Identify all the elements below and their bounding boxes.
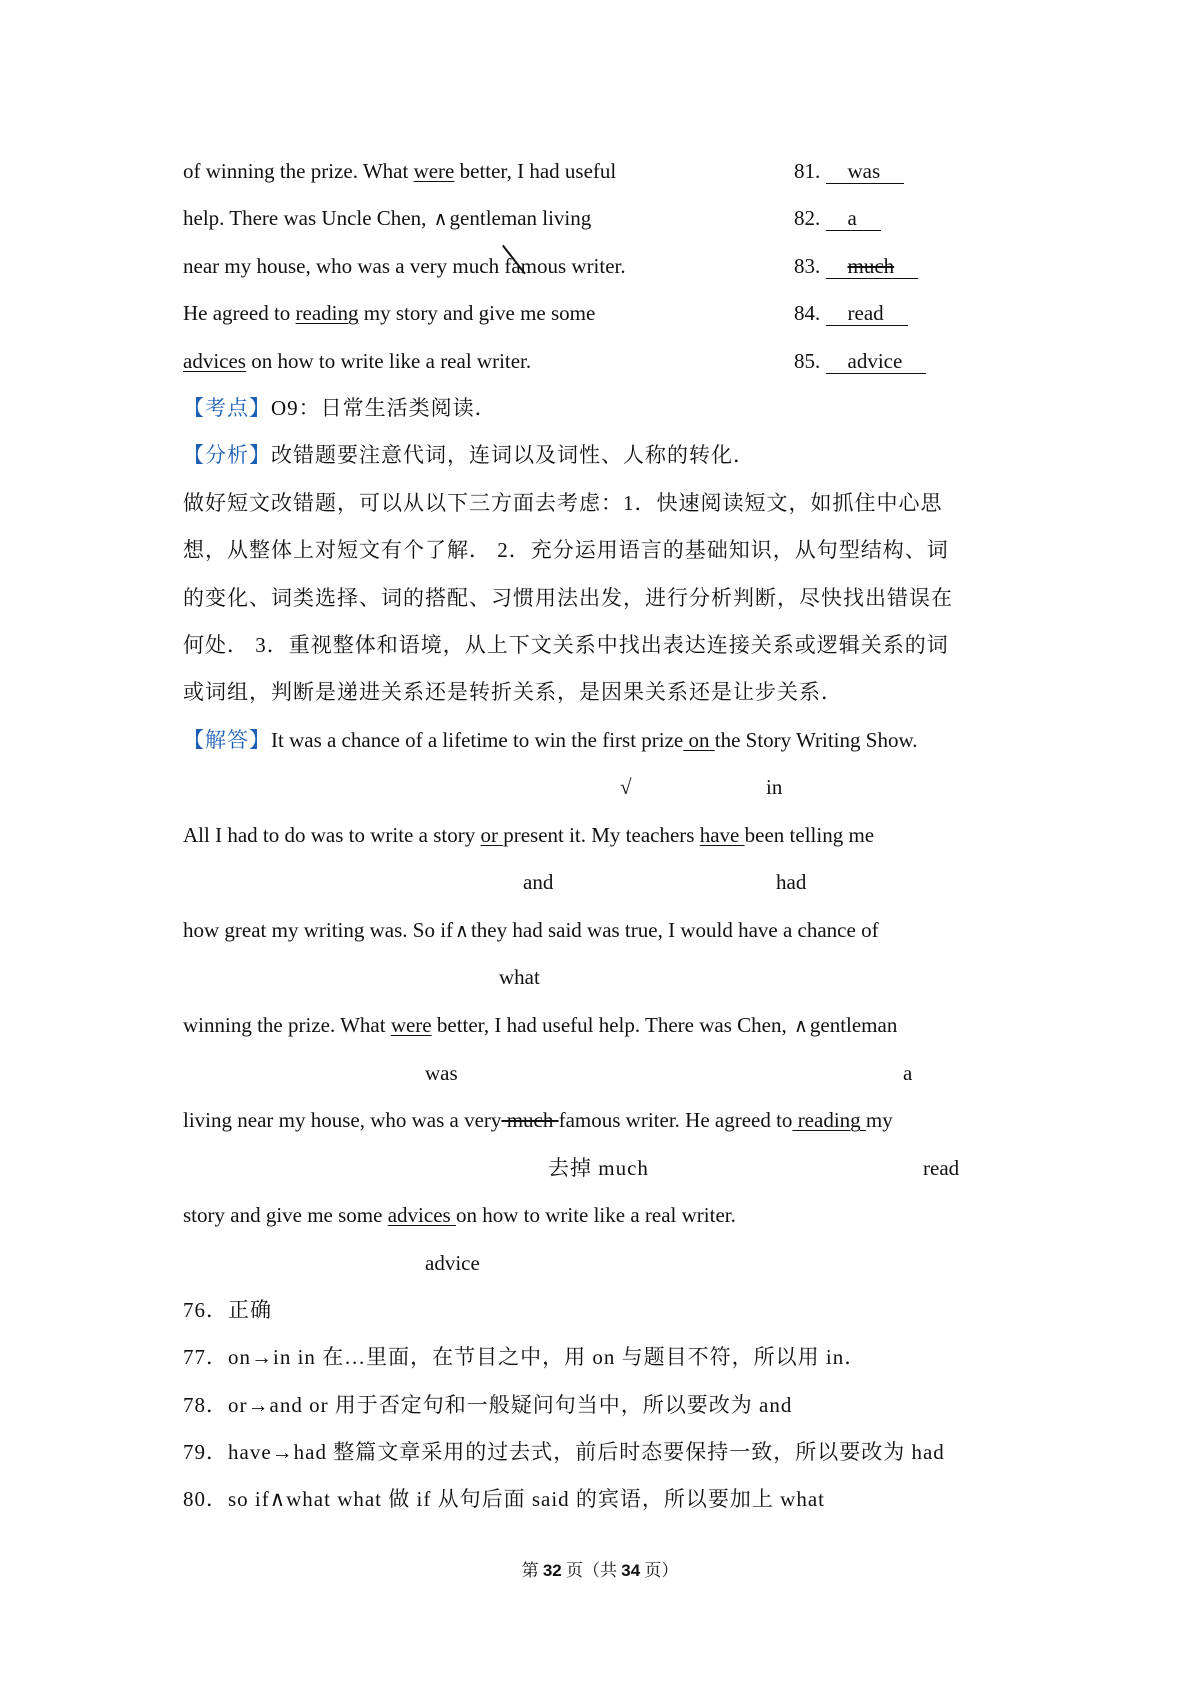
answer-83: 83. much — [794, 253, 918, 279]
fenxi-paragraph: 何处． 3．重视整体和语境，从上下文关系中找出表达连接关系或逻辑关系的词 — [183, 633, 949, 657]
error-word: were — [413, 159, 455, 183]
passage-line-4: He agreed to reading my story and give me some — [183, 301, 596, 325]
correction-mark: what — [499, 965, 540, 989]
correction-mark: in — [766, 775, 783, 799]
correction-mark: read — [923, 1156, 960, 1180]
fenxi-paragraph: 的变化、词类选择、词的搭配、习惯用法出发，进行分析判断，尽快找出错误在 — [183, 586, 953, 610]
jieda-line-2: All I had to do was to write a story or present it. My teachers have been telling me — [183, 823, 875, 847]
fenxi-section: 【分析】改错题要注意代词，连词以及词性、人称的转化． — [183, 443, 755, 467]
correction-mark: advice — [425, 1251, 480, 1275]
page-footer: 第 32 页（共 34 页） — [521, 1561, 679, 1580]
correction-mark: a — [903, 1061, 913, 1085]
jieda-line-3: how great my writing was. So if ∧they had said was true, I would have a chance of — [183, 918, 879, 942]
fenxi-paragraph: 想，从整体上对短文有个了解． 2．充分运用语言的基础知识，从句型结构、词 — [183, 538, 949, 562]
jieda-tag: 【解答】 — [183, 728, 271, 752]
error-word: advices — [183, 349, 246, 373]
explanation-item: 80．so if∧what what 做 if 从句后面 said 的宾语，所以要加上 what — [183, 1487, 825, 1511]
explanation-item: 77．on→in in 在…里面，在节目之中，用 on 与题目不符，所以用 in． — [183, 1345, 867, 1369]
jieda-line-5: living near my house, who was a very much famous writer. He agreed to reading my — [183, 1108, 893, 1132]
answer-blank: a — [826, 206, 881, 231]
passage-line-2: help. There was Uncle Chen, ∧gentleman living — [183, 206, 592, 230]
correction-mark: and — [523, 870, 554, 894]
explanation-item: 79．have→had 整篇文章采用的过去式，前后时态要保持一致，所以要改为 had — [183, 1440, 945, 1464]
page-total: 34 — [621, 1561, 641, 1580]
jieda-line-4: winning the prize. What were better, I had useful help. There was Chen, ∧gentleman — [183, 1013, 898, 1037]
fenxi-paragraph: 做好短文改错题，可以从以下三方面去考虑：1．快速阅读短文，如抓住中心思 — [183, 491, 943, 515]
error-word: reading — [295, 301, 359, 325]
fenxi-paragraph: 或词组，判断是递进关系还是转折关系，是因果关系还是让步关系． — [183, 680, 843, 704]
explanation-item: 78．or→and or 用于否定句和一般疑问句当中，所以要改为 and — [183, 1393, 793, 1417]
correction-mark: 去掉 much — [548, 1156, 649, 1180]
answer-blank: read — [826, 301, 908, 326]
deleted-word: much — [452, 254, 500, 278]
answer-85: 85. advice — [794, 348, 926, 374]
insert-mark: ∧ — [793, 1015, 808, 1037]
correction-mark: had — [776, 870, 807, 894]
jieda-line-1: 【解答】It was a chance of a lifetime to win the first prize on the Story Writing Show. — [183, 728, 918, 752]
kaodian-tag: 【考点】 — [183, 396, 271, 420]
correction-mark: √ — [620, 775, 632, 799]
correction-mark: was — [425, 1061, 458, 1085]
answer-81: 81. was — [794, 158, 904, 184]
passage-line-5: advices on how to write like a real writer. — [183, 349, 532, 373]
page-number: 32 — [542, 1561, 562, 1580]
answer-blank: much — [826, 254, 919, 279]
fenxi-tag: 【分析】 — [183, 443, 271, 467]
answer-blank: advice — [826, 349, 927, 374]
explanation-item: 76．正确 — [183, 1298, 272, 1322]
insert-mark: ∧ — [455, 920, 469, 942]
jieda-line-6: story and give me some advices on how to write like a real writer. — [183, 1203, 736, 1227]
kaodian-section: 【考点】O9：日常生活类阅读． — [183, 396, 497, 420]
passage-line-3: near my house, who was a very much famous writer. — [183, 254, 626, 278]
insert-mark: ∧ — [433, 208, 448, 230]
answer-84: 84. read — [794, 300, 908, 326]
answer-82: 82. a — [794, 205, 881, 231]
answer-blank: was — [826, 159, 905, 184]
passage-line-1: of winning the prize. What were better, I had useful — [183, 159, 617, 183]
